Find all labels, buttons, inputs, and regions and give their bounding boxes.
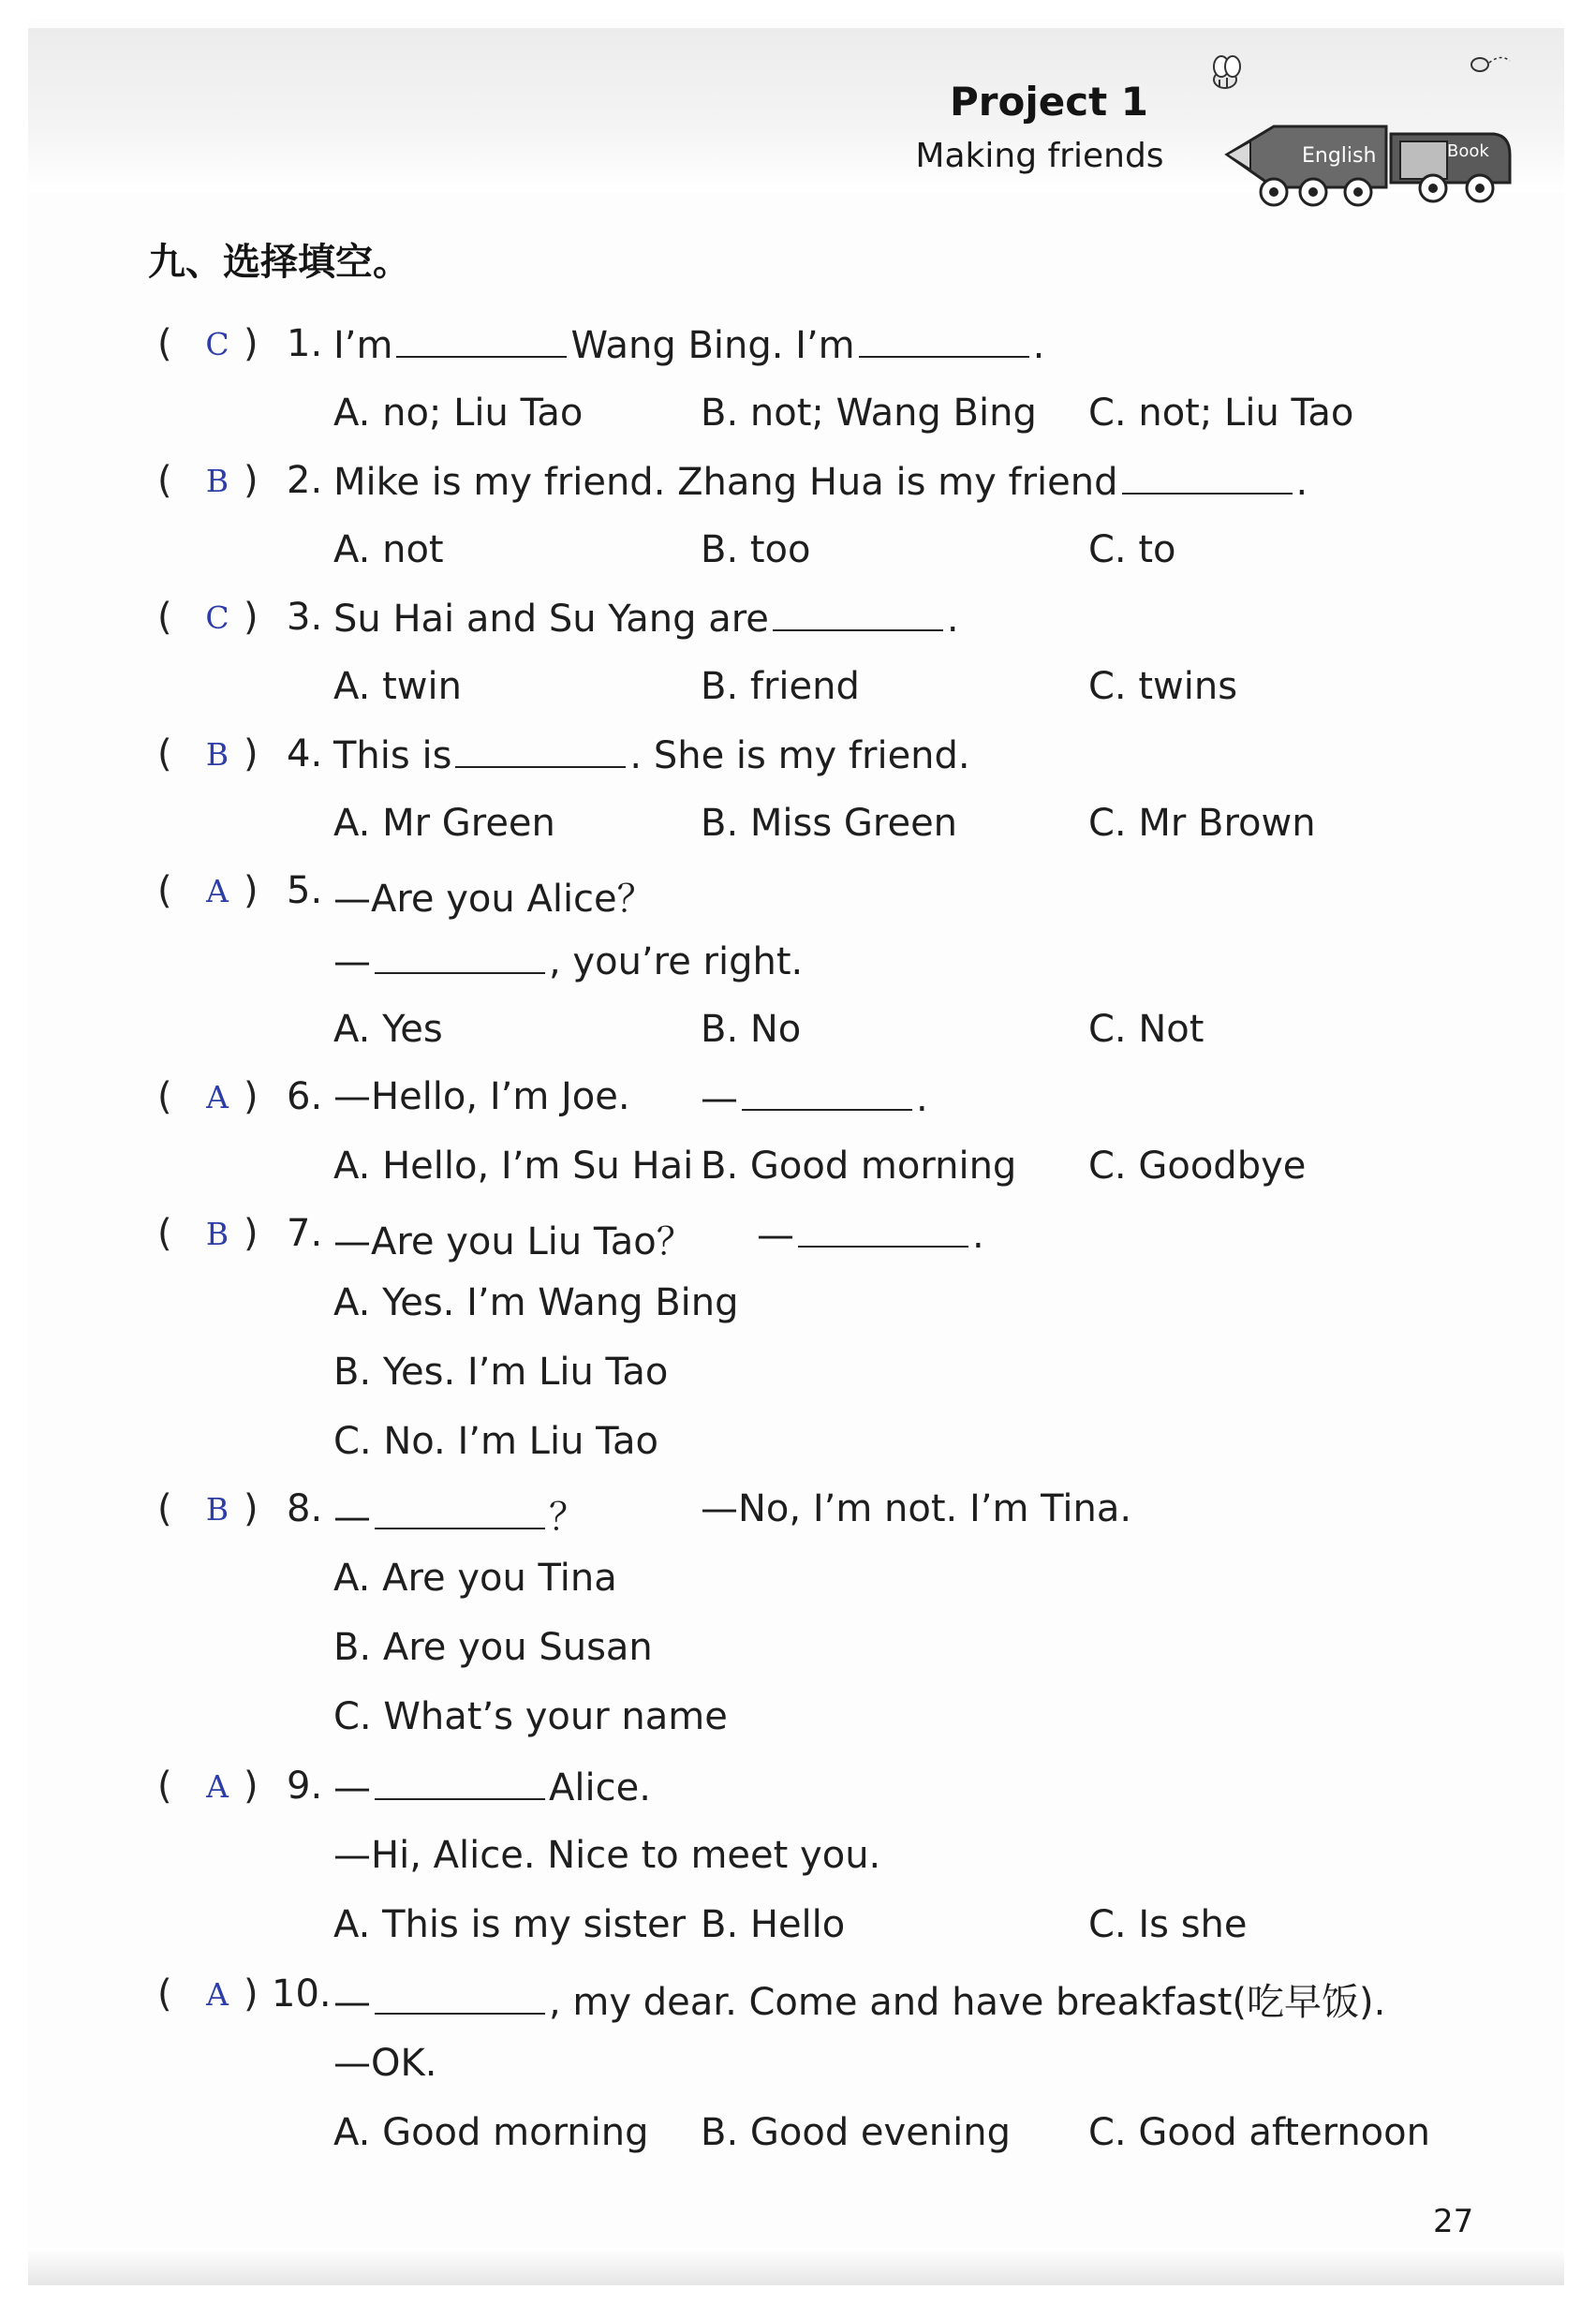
answer-blank[interactable] [859, 322, 1029, 358]
option-c: C. What’s your name [333, 1695, 728, 1738]
pencil-book-car-illustration [1208, 52, 1517, 211]
answer-bracket: ( B ) [157, 1212, 259, 1255]
question-stem: —Are you Alice？ [333, 878, 655, 921]
option-c: C. not; Liu Tao [1088, 391, 1354, 435]
question-stem: This is . She is my friend. [333, 734, 970, 777]
option-a: A. This is my sister [333, 1903, 687, 1946]
answer-letter: A [206, 1079, 229, 1115]
answer-blank[interactable] [742, 1075, 912, 1111]
answer-blank[interactable] [375, 1494, 545, 1529]
option-a: A. Are you Tina [333, 1557, 617, 1600]
answer-bracket: ( B ) [157, 459, 259, 502]
page-subtitle: Making friends [915, 137, 1164, 175]
option-a: A. not [333, 528, 444, 571]
option-b: B. Hello [701, 1903, 846, 1946]
option-c: C. twins [1088, 665, 1238, 708]
book-label: Book [1447, 141, 1489, 161]
question-number: 1. [287, 322, 323, 365]
answer-bracket: ( A ) [157, 1765, 259, 1808]
question-number: 7. [287, 1212, 323, 1255]
answer-letter: C [205, 326, 229, 362]
answer-blank[interactable] [375, 938, 545, 974]
question-number: 4. [287, 732, 323, 775]
question-number: 10. [272, 1972, 332, 2016]
answer-bracket: ( A ) [157, 869, 259, 912]
answer-blank[interactable] [375, 1765, 545, 1800]
question-number: 5. [287, 869, 323, 912]
option-b: B. not; Wang Bing [701, 391, 1037, 435]
page-title: Project 1 [949, 79, 1149, 125]
question-stem: Su Hai and Su Yang are . [333, 598, 959, 641]
question-number: 3. [287, 596, 323, 639]
option-b: B. Are you Susan [333, 1626, 653, 1669]
option-b: B. too [701, 528, 811, 571]
option-a: A. Yes. I’m Wang Bing [333, 1281, 739, 1324]
answer-bracket: ( C ) [157, 322, 259, 365]
answer-letter: A [206, 1976, 229, 2013]
answer-blank[interactable] [396, 322, 567, 358]
option-b: B. friend [701, 665, 860, 708]
question-reply-line: —Hi, Alice. Nice to meet you. [333, 1834, 881, 1877]
option-a: A. Hello, I’m Su Hai [333, 1145, 694, 1188]
option-a: A. Mr Green [333, 802, 555, 845]
answer-letter: B [205, 463, 229, 499]
footer-band [28, 2248, 1564, 2285]
option-a: A. twin [333, 665, 462, 708]
answer-letter: B [205, 1491, 229, 1528]
question-number: 9. [287, 1765, 323, 1808]
english-label: English [1302, 144, 1377, 168]
question-number: 8. [287, 1487, 323, 1530]
answer-letter: B [205, 1216, 229, 1252]
question-reply-line: — , you’re right. [333, 940, 804, 983]
question-stem: — ？ [333, 1496, 586, 1539]
question-reply: — . [701, 1077, 928, 1120]
option-b: B. Good morning [701, 1145, 1017, 1188]
bee-icon [1214, 56, 1240, 88]
question-reply: —No, I’m not. I’m Tina. [701, 1487, 1132, 1530]
small-bee-icon [1471, 57, 1510, 71]
option-c: C. Not [1088, 1008, 1204, 1051]
option-a: A. Good morning [333, 2111, 649, 2154]
option-c: C. Is she [1088, 1903, 1248, 1946]
question-reply-line: —OK. [333, 2042, 437, 2085]
question-stem: —Are you Liu Tao？ [333, 1220, 694, 1263]
option-c: C. Good afternoon [1088, 2111, 1430, 2154]
option-c: C. No. I’m Liu Tao [333, 1420, 658, 1463]
option-b: B. Good evening [701, 2111, 1012, 2154]
answer-bracket: ( C ) [157, 596, 259, 639]
answer-bracket: ( A ) [157, 1075, 259, 1118]
answer-blank[interactable] [1122, 459, 1293, 495]
page-number: 27 [1433, 2203, 1474, 2240]
option-a: A. Yes [333, 1008, 443, 1051]
question-stem: Mike is my friend. Zhang Hua is my friend . [333, 461, 1308, 504]
question-stem: I’m Wang Bing. I’m . [333, 324, 1045, 367]
answer-letter: A [206, 1768, 229, 1805]
answer-letter: C [205, 599, 229, 636]
question-stem: — Alice. [333, 1766, 651, 1809]
option-c: C. Mr Brown [1088, 802, 1316, 845]
question-stem: — , my dear. Come and have breakfast(吃早饭). [333, 1981, 1386, 2024]
option-a: A. no; Liu Tao [333, 391, 584, 435]
option-c: C. to [1088, 528, 1176, 571]
option-b: B. Yes. I’m Liu Tao [333, 1351, 669, 1394]
question-number: 6. [287, 1075, 323, 1118]
option-b: B. No [701, 1008, 802, 1051]
option-b: B. Miss Green [701, 802, 958, 845]
answer-bracket: ( B ) [157, 732, 259, 775]
answer-letter: B [205, 736, 229, 773]
answer-blank[interactable] [773, 596, 943, 631]
question-reply: — . [757, 1214, 984, 1257]
question-number: 2. [287, 459, 323, 502]
answer-bracket: ( A ) [157, 1972, 259, 2016]
section-title: 九、选择填空。 [148, 241, 410, 284]
answer-bracket: ( B ) [157, 1487, 259, 1530]
answer-blank[interactable] [455, 732, 626, 768]
answer-blank[interactable] [375, 1979, 545, 2015]
question-stem: —Hello, I’m Joe. [333, 1075, 630, 1118]
answer-blank[interactable] [798, 1212, 968, 1248]
option-c: C. Goodbye [1088, 1145, 1307, 1188]
answer-letter: A [206, 873, 229, 909]
